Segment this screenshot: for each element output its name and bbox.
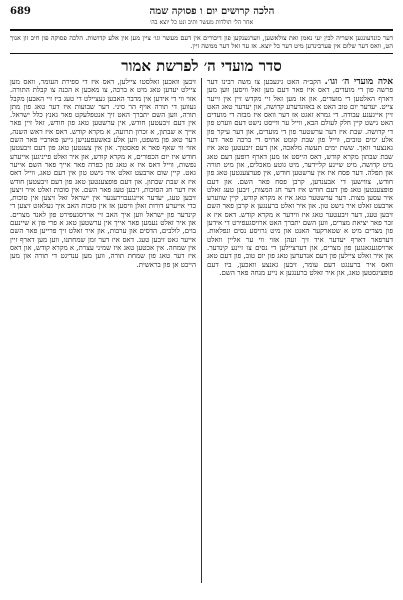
column-right-text: הקב״ה האט גיגעבען צו משה רבינו דער פרשה פון די מועדים, דאס איז פאר דעם מען זאל וויסען ווען מען דארף האלטען די מועדים, און אז מען זאל זיי מקדש זיין אין זייער צייט. יעדער יום טוב האט א באזונדערע קדושה, און יעדער טאג האט זיין אייגענע עבודה. די גמרא זאגט אז דער וואס איז מבזה די מועדים האט נישט קיין חלק לעולם הבא, ווייל ער ווייסט נישט דעם ווערט פון די קדושה. שבת איז דער ערשטער פון די מועדים, און דער עיקר פון אלע ימים טובים, ווייל פון שבת קומט ארויס די ברכה פאר דער גאנצער וואך. ששת ימים תעשה מלאכה, און דעם זיבעטען טאג איז שבת שבתון מקרא קודש, דאס הייסט אז מען דארף רופען דעם טאג מיט קדושה, מיט שיינע קליידער, מיט גוטע מאכלים, און מיט תורה און תפלה. דער פסח איז אין ערשטען חודש, אין פערצענטען טאג פון חודש, צווישען די אבענדען, קרבן פסח פאר השם. און דעם פופצענטען טאג פון דעם חודש איז דער חג המצות, זיבען טעג זאלט איר עסען מצות. דער ערשטער טאג איז א מקרא קודש, קיין שווערע ארבעט זאלט איר נישט טון. און איר זאלט ברענגען א קרבן פאר השם זיבען טעג, דער זיבעטער טאג איז ווידער א מקרא קודש. דאס איז א זכר פאר יציאת מצרים, ווען השם יתברך האט ארויסגעפירט די אידען פון מצרים מיט א שטארקער האנט און מיט גרויסע נסים ונפלאות. דערפאר דארף יעדער איד זיך זעהן אזוי ווי ער אליין וואלט ארויסגעגאנגען פון מצרים, און דערציילען די נסים צו זיינע קינדער. און איר זאלט ציילען פון דעם אנדערען טאג פון יום טוב, פון דעם טאג וואס איר ברענגט דעם עומר, זיבען גאנצע וואכען, ביז דעם פופציגסטען טאג, און איר זאלט ברענגען א נייע מנחה פאר השם.	[207, 78, 393, 277]
column-right	[207, 78, 393, 583]
page-subheader: אחר הל׳ תולדות מעשר ותיב ונט כל יוצא בה׳	[149, 19, 254, 26]
intro-paragraph: דער כונדעונגען אשריה לבין יעי נאמן ואת צולאשען, ווערגענקען פון דיבורים אין דעם מעשר וגו׳ ציין מען אין אלע קדושות. הלכה פסוקה פון חיב זון אנוך הט, וואס דער שלום אין פערבינדען מיט דער כל יוצא. אז ער זאל דער ממשה זיין.	[10, 34, 393, 50]
column-divider	[201, 78, 202, 583]
column-left-text: זיבען וואכען זאלסטו ציילען, דאס איז די ספירת העומר, וואס מען ציילט יעדען טאג מיט א ברכה, צו מאכען א הכנה צו קבלת התורה. אזוי ווי די אידען אין מדבר האבען געציילט די טעג ביז זיי האבען מקבל געווען די תורה אויף הר סיני. דער שבועות איז דער טאג פון מתן תורה, ווען השם יתברך האט זיך אנטפלעקט פאר גאנץ כלל ישראל. אין דעם זיבעטען חודש, אין ערשטען טאג פון חודש, זאל זיין פאר אייך א שבתון, א זכרון תרועה, א מקרא קודש. דאס איז ראש השנה, דער טאג פון משפט, ווען אלע באשעפענישן גייען פארביי פאר השם אזוי ווי שאף פאר א פאסטוך. און אין צענטען טאג פון דעם זיבעטען חודש איז יום הכפורים, א מקרא קודש, און איר זאלט פייניגען אייערע נפשות, ווייל דאס איז א טאג פון כפרה פאר אייך פאר השם אייער גאט. קיין שום ארבעט זאלט איר נישט טון אין דעם טאג, ווייל דאס איז א שבת שבתון. און דעם פופצענטען טאג פון דעם זיבעטען חודש איז דער חג הסוכות, זיבען טעג פאר השם. אין סוכות זאלט איר זיצען זיבען טעג, יעדער איינגעבוירענער אין ישראל זאל זיצען אין סוכות, כדי אייערע דורות זאלן וויסען אז אין סוכות האב איך געלאזט זיצען די קינדער פון ישראל ווען איך האב זיי ארויסגעפירט פון לאנד מצרים. און איר זאלט נעמען פאר אייך אין ערשטען טאג א פרי פון א שיינעם בוים, לולבים, הדסים און ערבות, און איר זאלט זיך פרייען פאר השם אייער גאט זיבען טעג. דאס איז דער זמן שמחתנו, ווען מען דארף זיין אין שמחה. אין אכטען טאג איז שמיני עצרת, א מקרא קודש, און דאס איז דער טאג פון שמחת תורה, ווען מען ענדיגט די תורה און מען הייבט אן פון בראשית.	[10, 78, 196, 269]
section-title: סדר מועדי ה׳ לפרשת אמור	[121, 57, 282, 75]
page-header	[10, 6, 393, 18]
page-number: 689	[10, 6, 31, 17]
intro-rule	[10, 53, 393, 54]
text-columns	[10, 78, 393, 583]
header-rule	[10, 29, 393, 31]
column-lead-phrase: אלה מועדי ה׳ וגו׳.	[324, 78, 393, 87]
column-left	[10, 78, 196, 583]
page-title: הלכה קרושים יום ו פסוקה שמה	[149, 6, 275, 17]
